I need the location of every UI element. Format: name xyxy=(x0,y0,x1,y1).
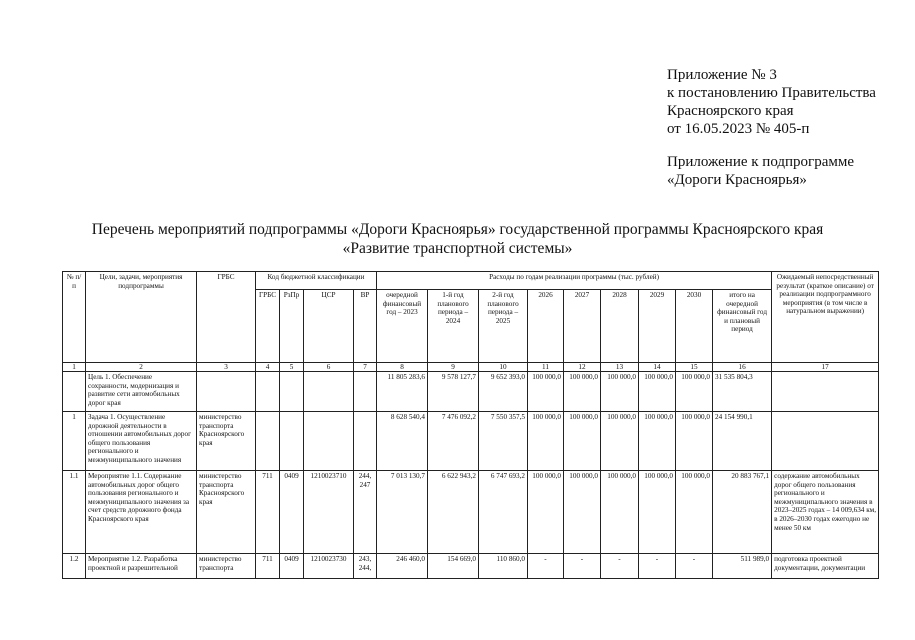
column-number: 8 xyxy=(377,363,428,372)
row-rzpr: 0409 xyxy=(280,471,304,554)
table-row xyxy=(63,471,879,554)
header-goals: Цели, задачи, мероприятия подпрограммы xyxy=(86,272,197,363)
title-line-1: Перечень мероприятий подпрограммы «Дороги Красноярья» государственной программы Красноярского края xyxy=(91,221,824,238)
subheader-y2026: 2026 xyxy=(528,290,564,363)
row-y2029: 100 000,0 xyxy=(639,412,676,471)
header-grbs: ГРБС xyxy=(197,272,256,363)
row-name: Задача 1. Осуществление дорожной деятельности в отношении автомобильных дорог общего пользования регионального и межмуниципального значения xyxy=(86,412,197,471)
row-y2029: 100 000,0 xyxy=(639,471,676,554)
column-number: 2 xyxy=(86,363,197,372)
column-number: 4 xyxy=(256,363,280,372)
row-y2024: 9 578 127,7 xyxy=(428,372,479,412)
row-result xyxy=(772,372,879,412)
row-csr: 1210023730 xyxy=(304,554,354,579)
column-number: 3 xyxy=(197,363,256,372)
row-y2030: - xyxy=(676,554,713,579)
row-y2024: 154 669,0 xyxy=(428,554,479,579)
row-grbs: министерство транспорта Красноярского края xyxy=(197,412,256,471)
row-grbs: министерство транспорта Красноярского края xyxy=(197,471,256,554)
row-y2027: 100 000,0 xyxy=(564,372,601,412)
row-csr: 1210023710 xyxy=(304,471,354,554)
row-csr xyxy=(304,412,354,471)
row-y2026: - xyxy=(528,554,564,579)
row-name: Мероприятие 1.2. Разработка проектной и разрешительной xyxy=(86,554,197,579)
row-num: 1.2 xyxy=(63,554,86,579)
row-total: 24 154 990,1 xyxy=(713,412,772,471)
row-y2023: 246 460,0 xyxy=(377,554,428,579)
column-number: 9 xyxy=(428,363,479,372)
row-y2023: 7 013 130,7 xyxy=(377,471,428,554)
column-number: 10 xyxy=(479,363,528,372)
subheader-y2027: 2027 xyxy=(564,290,601,363)
title-line-2: «Развитие транспортной системы» xyxy=(342,240,573,257)
header-result: Ожидаемый непосредственный результат (краткое описание) от реализации подпрограммного мероприятия (в том числе в натуральном выражении) xyxy=(772,272,879,363)
column-number-row xyxy=(63,363,879,372)
table-row xyxy=(63,554,879,579)
row-y2025: 110 860,0 xyxy=(479,554,528,579)
row-y2024: 6 622 943,2 xyxy=(428,471,479,554)
header-expenses: Расходы по годам реализации программы (тыс. рублей) xyxy=(377,272,772,290)
row-num xyxy=(63,372,86,412)
subheader-vr: ВР xyxy=(354,290,377,363)
column-number: 5 xyxy=(280,363,304,372)
subheader-csr: ЦСР xyxy=(304,290,354,363)
row-result: подготовка проектной документации, документации xyxy=(772,554,879,579)
header-row xyxy=(63,272,879,290)
subheader-y2030: 2030 xyxy=(676,290,713,363)
subheader-y2029: 2029 xyxy=(639,290,676,363)
subheader-grbs: ГРБС xyxy=(256,290,280,363)
row-y2027: 100 000,0 xyxy=(564,412,601,471)
subheader-rzpr: РзПр xyxy=(280,290,304,363)
row-name: Мероприятие 1.1. Содержание автомобильных дорог общего пользования регионального и межмуниципального значения за счет средств дорожного фонда Красноярского края xyxy=(86,471,197,554)
header-num: № п/п xyxy=(63,272,86,363)
row-y2023: 11 805 283,6 xyxy=(377,372,428,412)
row-grbs-code: 711 xyxy=(256,554,280,579)
row-vr: 244, 247 xyxy=(354,471,377,554)
row-y2025: 6 747 693,2 xyxy=(479,471,528,554)
appendix-line: Красноярского края xyxy=(667,103,794,119)
row-y2029: 100 000,0 xyxy=(639,372,676,412)
row-total: 31 535 804,3 xyxy=(713,372,772,412)
row-name: Цель 1. Обеспечение сохранности, модернизация и развитие сети автомобильных дорог края xyxy=(86,372,197,412)
column-number: 6 xyxy=(304,363,354,372)
row-result: содержание автомобильных дорог общего пользования регионального и межмуниципального значения в 2023–2025 годах – 14 009,634 км, в 2026–2030 годах ежегодно не менее 50 км xyxy=(772,471,879,554)
row-num: 1 xyxy=(63,412,86,471)
column-number: 11 xyxy=(528,363,564,372)
row-y2026: 100 000,0 xyxy=(528,372,564,412)
row-grbs-code xyxy=(256,412,280,471)
row-y2030: 100 000,0 xyxy=(676,471,713,554)
row-y2025: 7 550 357,5 xyxy=(479,412,528,471)
subheader-y2028: 2028 xyxy=(601,290,639,363)
row-y2029: - xyxy=(639,554,676,579)
row-total: 511 989,0 xyxy=(713,554,772,579)
appendix-block xyxy=(667,66,876,138)
column-number: 14 xyxy=(639,363,676,372)
row-y2026: 100 000,0 xyxy=(528,471,564,554)
column-number: 16 xyxy=(713,363,772,372)
row-y2028: 100 000,0 xyxy=(601,372,639,412)
row-grbs-code xyxy=(256,372,280,412)
appendix-line: Приложение № 3 xyxy=(667,67,777,83)
document-title xyxy=(0,220,915,258)
row-y2024: 7 476 092,2 xyxy=(428,412,479,471)
header-budget-code: Код бюджетной классификации xyxy=(256,272,377,290)
row-y2028: 100 000,0 xyxy=(601,471,639,554)
row-total: 20 883 767,1 xyxy=(713,471,772,554)
row-csr xyxy=(304,372,354,412)
column-number: 15 xyxy=(676,363,713,372)
row-vr xyxy=(354,412,377,471)
column-number: 12 xyxy=(564,363,601,372)
subprogram-appendix-block xyxy=(667,153,854,189)
row-rzpr: 0409 xyxy=(280,554,304,579)
appendix-line: «Дороги Красноярья» xyxy=(667,172,807,188)
row-rzpr xyxy=(280,412,304,471)
measures-table xyxy=(62,271,879,579)
subheader-y2024: 1-й год планового периода – 2024 xyxy=(428,290,479,363)
subheader-y2023: очередной финансовый год – 2023 xyxy=(377,290,428,363)
appendix-line: к постановлению Правительства xyxy=(667,85,876,101)
row-y2027: 100 000,0 xyxy=(564,471,601,554)
row-grbs xyxy=(197,372,256,412)
row-vr xyxy=(354,372,377,412)
subheader-total: итого на очередной финансовый год и плановый период xyxy=(713,290,772,363)
column-number: 1 xyxy=(63,363,86,372)
row-rzpr xyxy=(280,372,304,412)
row-y2030: 100 000,0 xyxy=(676,412,713,471)
column-number: 7 xyxy=(354,363,377,372)
row-grbs-code: 711 xyxy=(256,471,280,554)
subheader-y2025: 2-й год планового периода – 2025 xyxy=(479,290,528,363)
row-grbs: министерство транспорта xyxy=(197,554,256,579)
table-row xyxy=(63,412,879,471)
row-y2027: - xyxy=(564,554,601,579)
row-y2028: 100 000,0 xyxy=(601,412,639,471)
column-number: 17 xyxy=(772,363,879,372)
column-number: 13 xyxy=(601,363,639,372)
row-vr: 243, 244, xyxy=(354,554,377,579)
row-y2030: 100 000,0 xyxy=(676,372,713,412)
row-y2025: 9 652 393,0 xyxy=(479,372,528,412)
table-row xyxy=(63,372,879,412)
row-y2026: 100 000,0 xyxy=(528,412,564,471)
row-y2023: 8 628 540,4 xyxy=(377,412,428,471)
row-y2028: - xyxy=(601,554,639,579)
appendix-line: от 16.05.2023 № 405-п xyxy=(667,121,810,137)
appendix-line: Приложение к подпрограмме xyxy=(667,154,855,170)
row-num: 1.1 xyxy=(63,471,86,554)
row-result xyxy=(772,412,879,471)
